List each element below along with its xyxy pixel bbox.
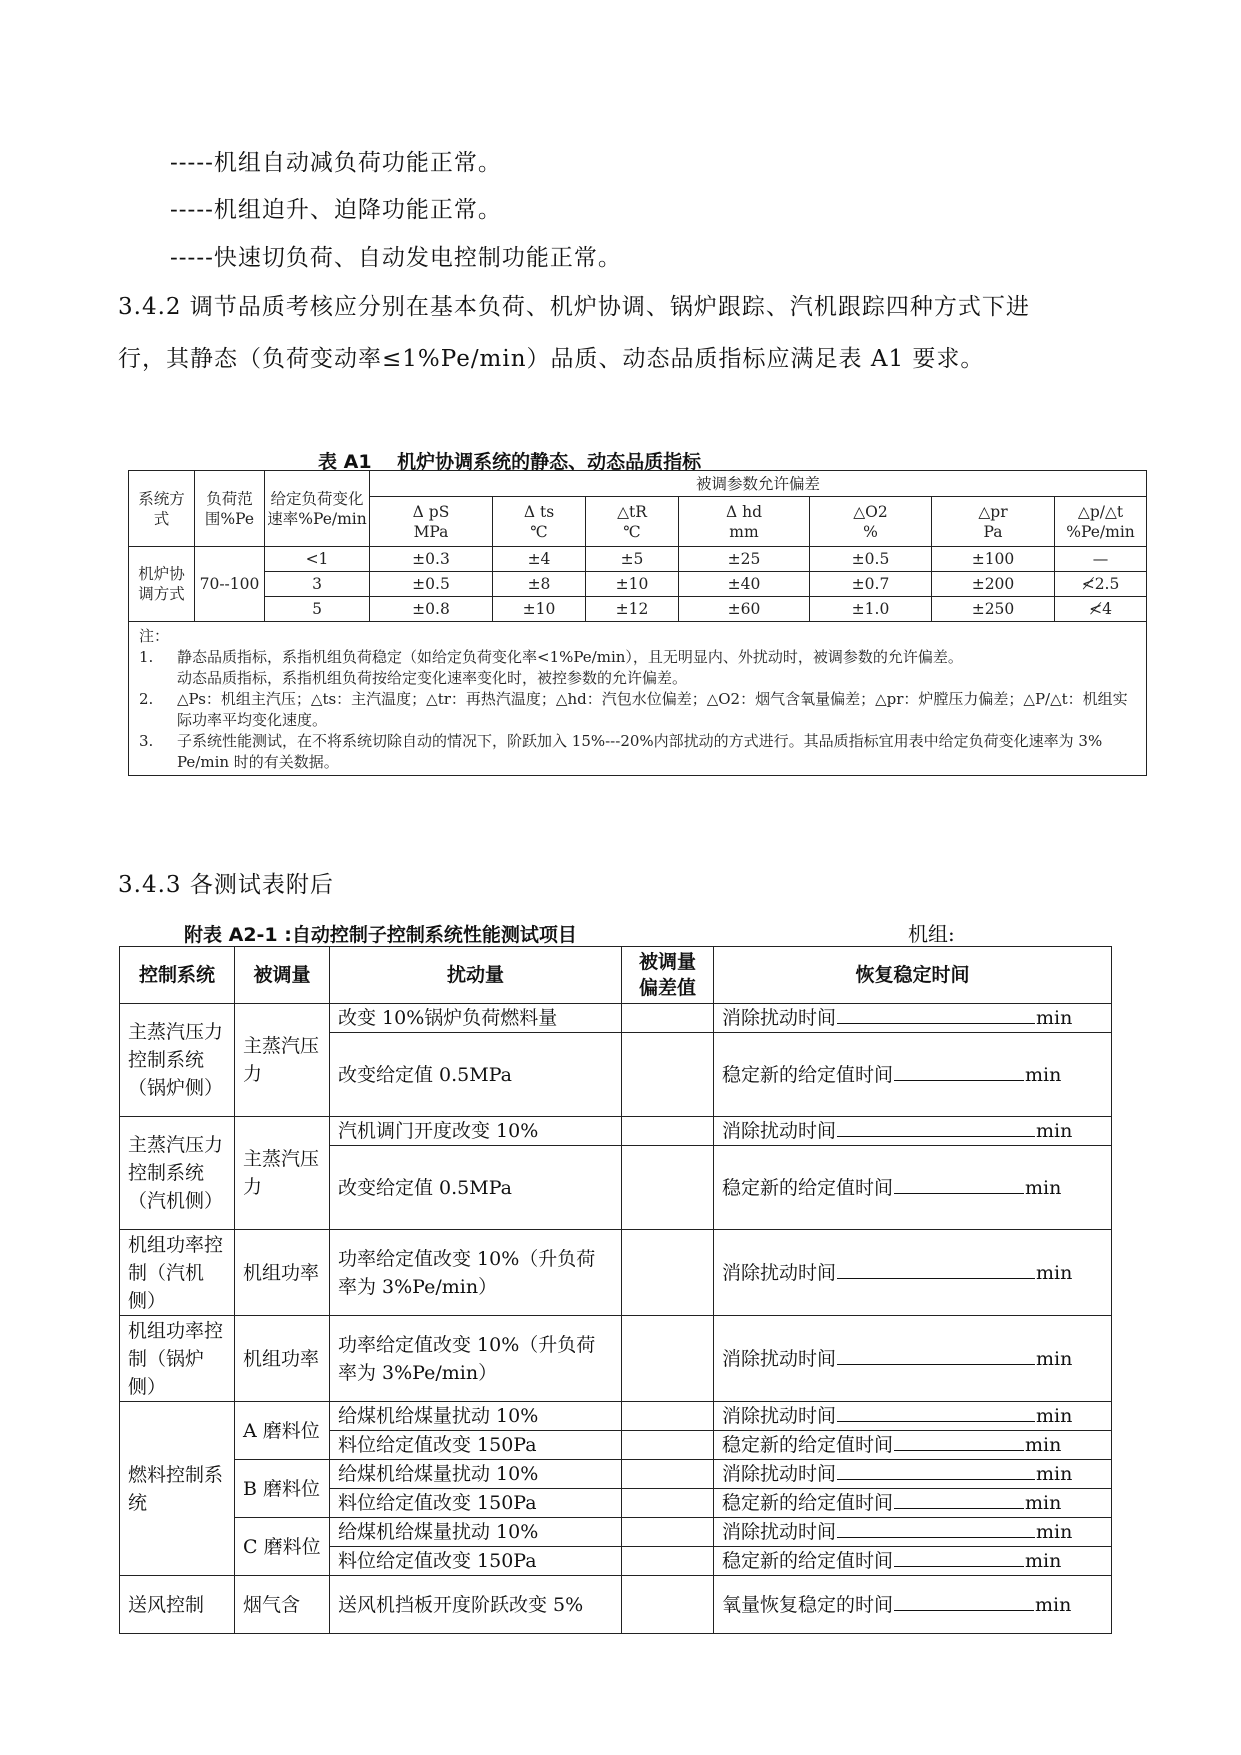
param-header: Δ pS MPa	[370, 497, 493, 547]
header-rate: 给定负荷变化速率%Pe/min	[265, 471, 370, 547]
disturbance-cell: 汽机调门开度改变 10%	[330, 1117, 622, 1146]
header-allowed-deviation: 被调参数允许偏差	[370, 471, 1147, 497]
table-cell: 5	[265, 597, 370, 622]
recovery-time-cell[interactable]: 稳定新的给定值时间 min	[714, 1489, 1112, 1518]
param-header: Δ ts ℃	[493, 497, 586, 547]
disturbance-cell: 给煤机给煤量扰动 10%	[330, 1518, 622, 1547]
table-cell: ±100	[932, 547, 1055, 572]
recovery-time-cell[interactable]: 氧量恢复稳定的时间 min	[714, 1576, 1112, 1634]
param-header: Δ hd mm	[679, 497, 810, 547]
controlled-variable-cell: 机组功率	[235, 1230, 330, 1316]
table-cell: ±10	[493, 597, 586, 622]
param-header: △pr Pa	[932, 497, 1055, 547]
section-343-heading: 3.4.3 各测试表附后	[118, 872, 334, 898]
table-cell: ≮4	[1055, 597, 1147, 622]
table-cell: ≮2.5	[1055, 572, 1147, 597]
note-title: 注：	[139, 627, 170, 645]
disturbance-cell: 料位给定值改变 150Pa	[330, 1547, 622, 1576]
deviation-cell[interactable]	[622, 1460, 714, 1489]
deviation-cell[interactable]	[622, 1547, 714, 1576]
table-cell: ±25	[679, 547, 810, 572]
table-cell: <1	[265, 547, 370, 572]
table-cell: ±0.3	[370, 547, 493, 572]
para-342-line1: 3.4.2 调节品质考核应分别在基本负荷、机炉协调、锅炉跟踪、汽机跟踪四种方式下进	[118, 294, 1030, 320]
table-cell: ±0.5	[810, 547, 932, 572]
control-system-cell: 主蒸汽压力控制系统（汽机侧）	[120, 1117, 235, 1230]
col-header: 被调量偏差值	[622, 947, 714, 1004]
param-header: △O2 %	[810, 497, 932, 547]
line-rise-fall: -----机组迫升、迫降功能正常。	[170, 197, 502, 223]
deviation-cell[interactable]	[622, 1033, 714, 1117]
load-range-cell: 70--100	[195, 547, 265, 622]
table-cell: ±60	[679, 597, 810, 622]
deviation-cell[interactable]	[622, 1146, 714, 1230]
para-342-line2: 行，其静态（负荷变动率≤1%Pe/min）品质、动态品质指标应满足表 A1 要求。	[118, 346, 985, 372]
controlled-variable-cell: 烟气含	[235, 1576, 330, 1634]
control-system-cell: 机组功率控制（锅炉侧）	[120, 1316, 235, 1402]
controlled-variable-cell: C 磨料位	[235, 1518, 330, 1576]
deviation-cell[interactable]	[622, 1576, 714, 1634]
recovery-time-cell[interactable]: 稳定新的给定值时间 min	[714, 1431, 1112, 1460]
disturbance-cell: 给煤机给煤量扰动 10%	[330, 1402, 622, 1431]
recovery-time-cell[interactable]: 消除扰动时间 min	[714, 1460, 1112, 1489]
table-a1-caption: 表 A1 机炉协调系统的静态、动态品质指标	[318, 451, 702, 473]
unit-label: 机组:	[908, 922, 955, 946]
recovery-time-cell[interactable]: 稳定新的给定值时间 min	[714, 1146, 1112, 1230]
table-cell: ±200	[932, 572, 1055, 597]
controlled-variable-cell: 机组功率	[235, 1316, 330, 1402]
table-a1	[128, 470, 1147, 776]
deviation-cell[interactable]	[622, 1117, 714, 1146]
note-item: 动态品质指标，系指机组负荷按给定变化速率变化时，被控参数的允许偏差。	[177, 669, 688, 687]
recovery-time-cell[interactable]: 消除扰动时间 min	[714, 1316, 1112, 1402]
controlled-variable-cell: 主蒸汽压力	[235, 1117, 330, 1230]
disturbance-cell: 改变给定值 0.5MPa	[330, 1146, 622, 1230]
deviation-cell[interactable]	[622, 1004, 714, 1033]
col-header: 扰动量	[330, 947, 622, 1004]
table-cell: ±5	[586, 547, 679, 572]
disturbance-cell: 改变 10%锅炉负荷燃料量	[330, 1004, 622, 1033]
col-header: 恢复稳定时间	[714, 947, 1112, 1004]
controlled-variable-cell: 主蒸汽压力	[235, 1004, 330, 1117]
system-mode-cell: 机炉协调方式	[129, 547, 195, 622]
disturbance-cell: 给煤机给煤量扰动 10%	[330, 1460, 622, 1489]
table-cell: 3	[265, 572, 370, 597]
table-cell: ±40	[679, 572, 810, 597]
disturbance-cell: 送风机挡板开度阶跃改变 5%	[330, 1576, 622, 1634]
disturbance-cell: 功率给定值改变 10%（升负荷率为 3%Pe/min）	[330, 1230, 622, 1316]
table-cell: ±12	[586, 597, 679, 622]
table-a2-1-caption: 附表 A2-1 :自动控制子控制系统性能测试项目	[184, 924, 577, 946]
header-load-range: 负荷范围%Pe	[195, 471, 265, 547]
table-a1-notes	[129, 622, 1147, 776]
table-cell: ±0.5	[370, 572, 493, 597]
deviation-cell[interactable]	[622, 1316, 714, 1402]
table-cell: ±10	[586, 572, 679, 597]
line-auto-reduce: -----机组自动减负荷功能正常。	[170, 150, 502, 176]
recovery-time-cell[interactable]: 稳定新的给定值时间 min	[714, 1033, 1112, 1117]
deviation-cell[interactable]	[622, 1518, 714, 1547]
table-a2-1	[119, 946, 1112, 1634]
disturbance-cell: 功率给定值改变 10%（升负荷率为 3%Pe/min）	[330, 1316, 622, 1402]
control-system-cell: 机组功率控制（汽机侧）	[120, 1230, 235, 1316]
controlled-variable-cell: B 磨料位	[235, 1460, 330, 1518]
recovery-time-cell[interactable]: 消除扰动时间 min	[714, 1402, 1112, 1431]
disturbance-cell: 改变给定值 0.5MPa	[330, 1033, 622, 1117]
note-item: 2. △Ps：机组主汽压；△ts：主汽温度；△tr：再热汽温度；△hd：汽包水位偏差；△O2：烟气含氧量偏差；△pr：炉膛压力偏差；△P/△t：机组实际功率平均变化速度。	[139, 690, 1128, 729]
param-header: △tR ℃	[586, 497, 679, 547]
deviation-cell[interactable]	[622, 1489, 714, 1518]
deviation-cell[interactable]	[622, 1402, 714, 1431]
header-system-mode: 系统方式	[129, 471, 195, 547]
table-cell: ±0.7	[810, 572, 932, 597]
col-header: 控制系统	[120, 947, 235, 1004]
recovery-time-cell[interactable]: 消除扰动时间 min	[714, 1230, 1112, 1316]
note-item: 1. 静态品质指标，系指机组负荷稳定（如给定负荷变化率<1%Pe/min），且无明显内、外扰动时，被调参数的允许偏差。	[139, 648, 963, 666]
disturbance-cell: 料位给定值改变 150Pa	[330, 1489, 622, 1518]
controlled-variable-cell: A 磨料位	[235, 1402, 330, 1460]
table-cell: —	[1055, 547, 1147, 572]
control-system-cell: 主蒸汽压力控制系统（锅炉侧）	[120, 1004, 235, 1117]
recovery-time-cell[interactable]: 消除扰动时间 min	[714, 1518, 1112, 1547]
control-system-cell: 燃料控制系统	[120, 1402, 235, 1576]
line-fast-cut: -----快速切负荷、自动发电控制功能正常。	[170, 245, 622, 271]
recovery-time-cell[interactable]: 稳定新的给定值时间 min	[714, 1547, 1112, 1576]
note-item: 3. 子系统性能测试，在不将系统切除自动的情况下，阶跃加入 15%---20%内部扰动的方式进行。其品质指标宜用表中给定负荷变化速率为 3% Pe/min 时的有关数据。	[139, 732, 1103, 771]
col-header: 被调量	[235, 947, 330, 1004]
deviation-cell[interactable]	[622, 1230, 714, 1316]
deviation-cell[interactable]	[622, 1431, 714, 1460]
disturbance-cell: 料位给定值改变 150Pa	[330, 1431, 622, 1460]
table-cell: ±250	[932, 597, 1055, 622]
table-cell: ±0.8	[370, 597, 493, 622]
control-system-cell: 送风控制	[120, 1576, 235, 1634]
table-cell: ±4	[493, 547, 586, 572]
param-header: △p/△t %Pe/min	[1055, 497, 1147, 547]
recovery-time-cell[interactable]: 消除扰动时间 min	[714, 1117, 1112, 1146]
table-cell: ±8	[493, 572, 586, 597]
recovery-time-cell[interactable]: 消除扰动时间 min	[714, 1004, 1112, 1033]
table-cell: ±1.0	[810, 597, 932, 622]
